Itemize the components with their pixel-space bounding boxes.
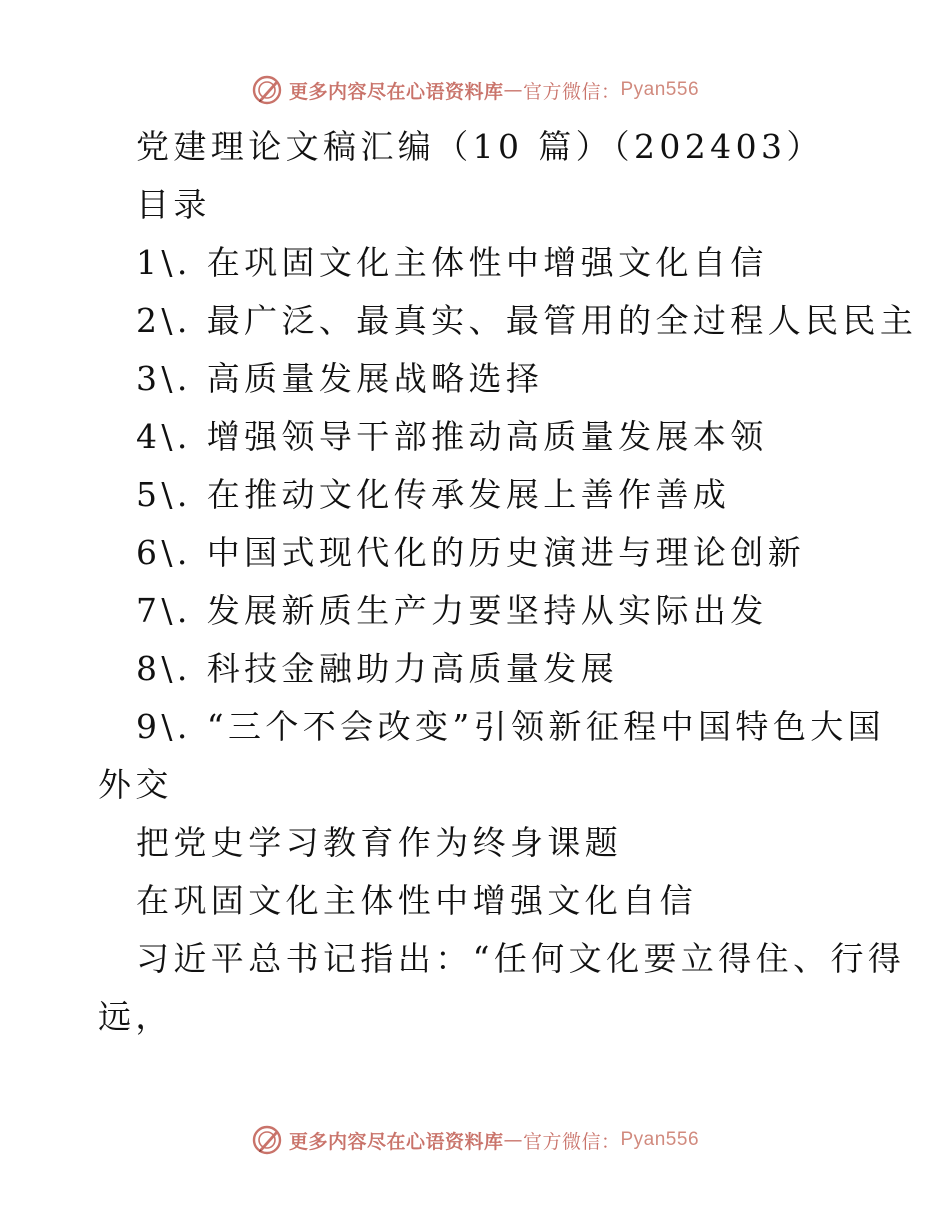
toc-item: 2\. 最广泛、最真实、最管用的全过程人民民主 [136, 301, 918, 340]
watermark-main-text: 更多内容尽在心语资料库 [288, 1130, 504, 1153]
watermark-footer [0, 1122, 950, 1158]
toc-item-continuation: 外交 [98, 765, 173, 804]
toc-item: 5\. 在推动文化传承发展上善作善成 [136, 475, 731, 514]
watermark-header [0, 72, 950, 108]
watermark-wechat-id: Pyan556 [620, 1129, 700, 1150]
document-title: 党建理论文稿汇编（10 篇）（202403） [136, 127, 824, 166]
watermark-wechat-id: Pyan556 [620, 79, 700, 100]
toc-item: 4\. 增强领导干部推动高质量发展本领 [136, 417, 768, 456]
toc-item: 1\. 在巩固文化主体性中增强文化自信 [136, 243, 768, 282]
pen-circle-logo-icon [251, 1124, 283, 1156]
watermark-dash: — [503, 1129, 523, 1151]
pen-circle-logo-icon [251, 74, 283, 106]
toc-item: 7\. 发展新质生产力要坚持从实际出发 [136, 591, 768, 630]
body-paragraph-line: 习近平总书记指出：“任何文化要立得住、行得 [136, 939, 906, 978]
watermark-official-label: 官方微信： [522, 80, 621, 103]
watermark-main-text: 更多内容尽在心语资料库 [288, 80, 504, 103]
section-title: 在巩固文化主体性中增强文化自信 [136, 881, 697, 920]
toc-item: 9\. “三个不会改变”引领新征程中国特色大国 [136, 707, 886, 746]
watermark-dash: — [503, 79, 523, 101]
toc-item: 6\. 中国式现代化的历史演进与理论创新 [136, 533, 806, 572]
extra-item: 把党史学习教育作为终身课题 [136, 823, 623, 862]
toc-item: 8\. 科技金融助力高质量发展 [136, 649, 619, 688]
watermark-official-label: 官方微信： [522, 1130, 621, 1153]
toc-heading: 目录 [136, 185, 211, 224]
body-paragraph-line: 远， [98, 997, 173, 1036]
toc-item: 3\. 高质量发展战略选择 [136, 359, 544, 398]
